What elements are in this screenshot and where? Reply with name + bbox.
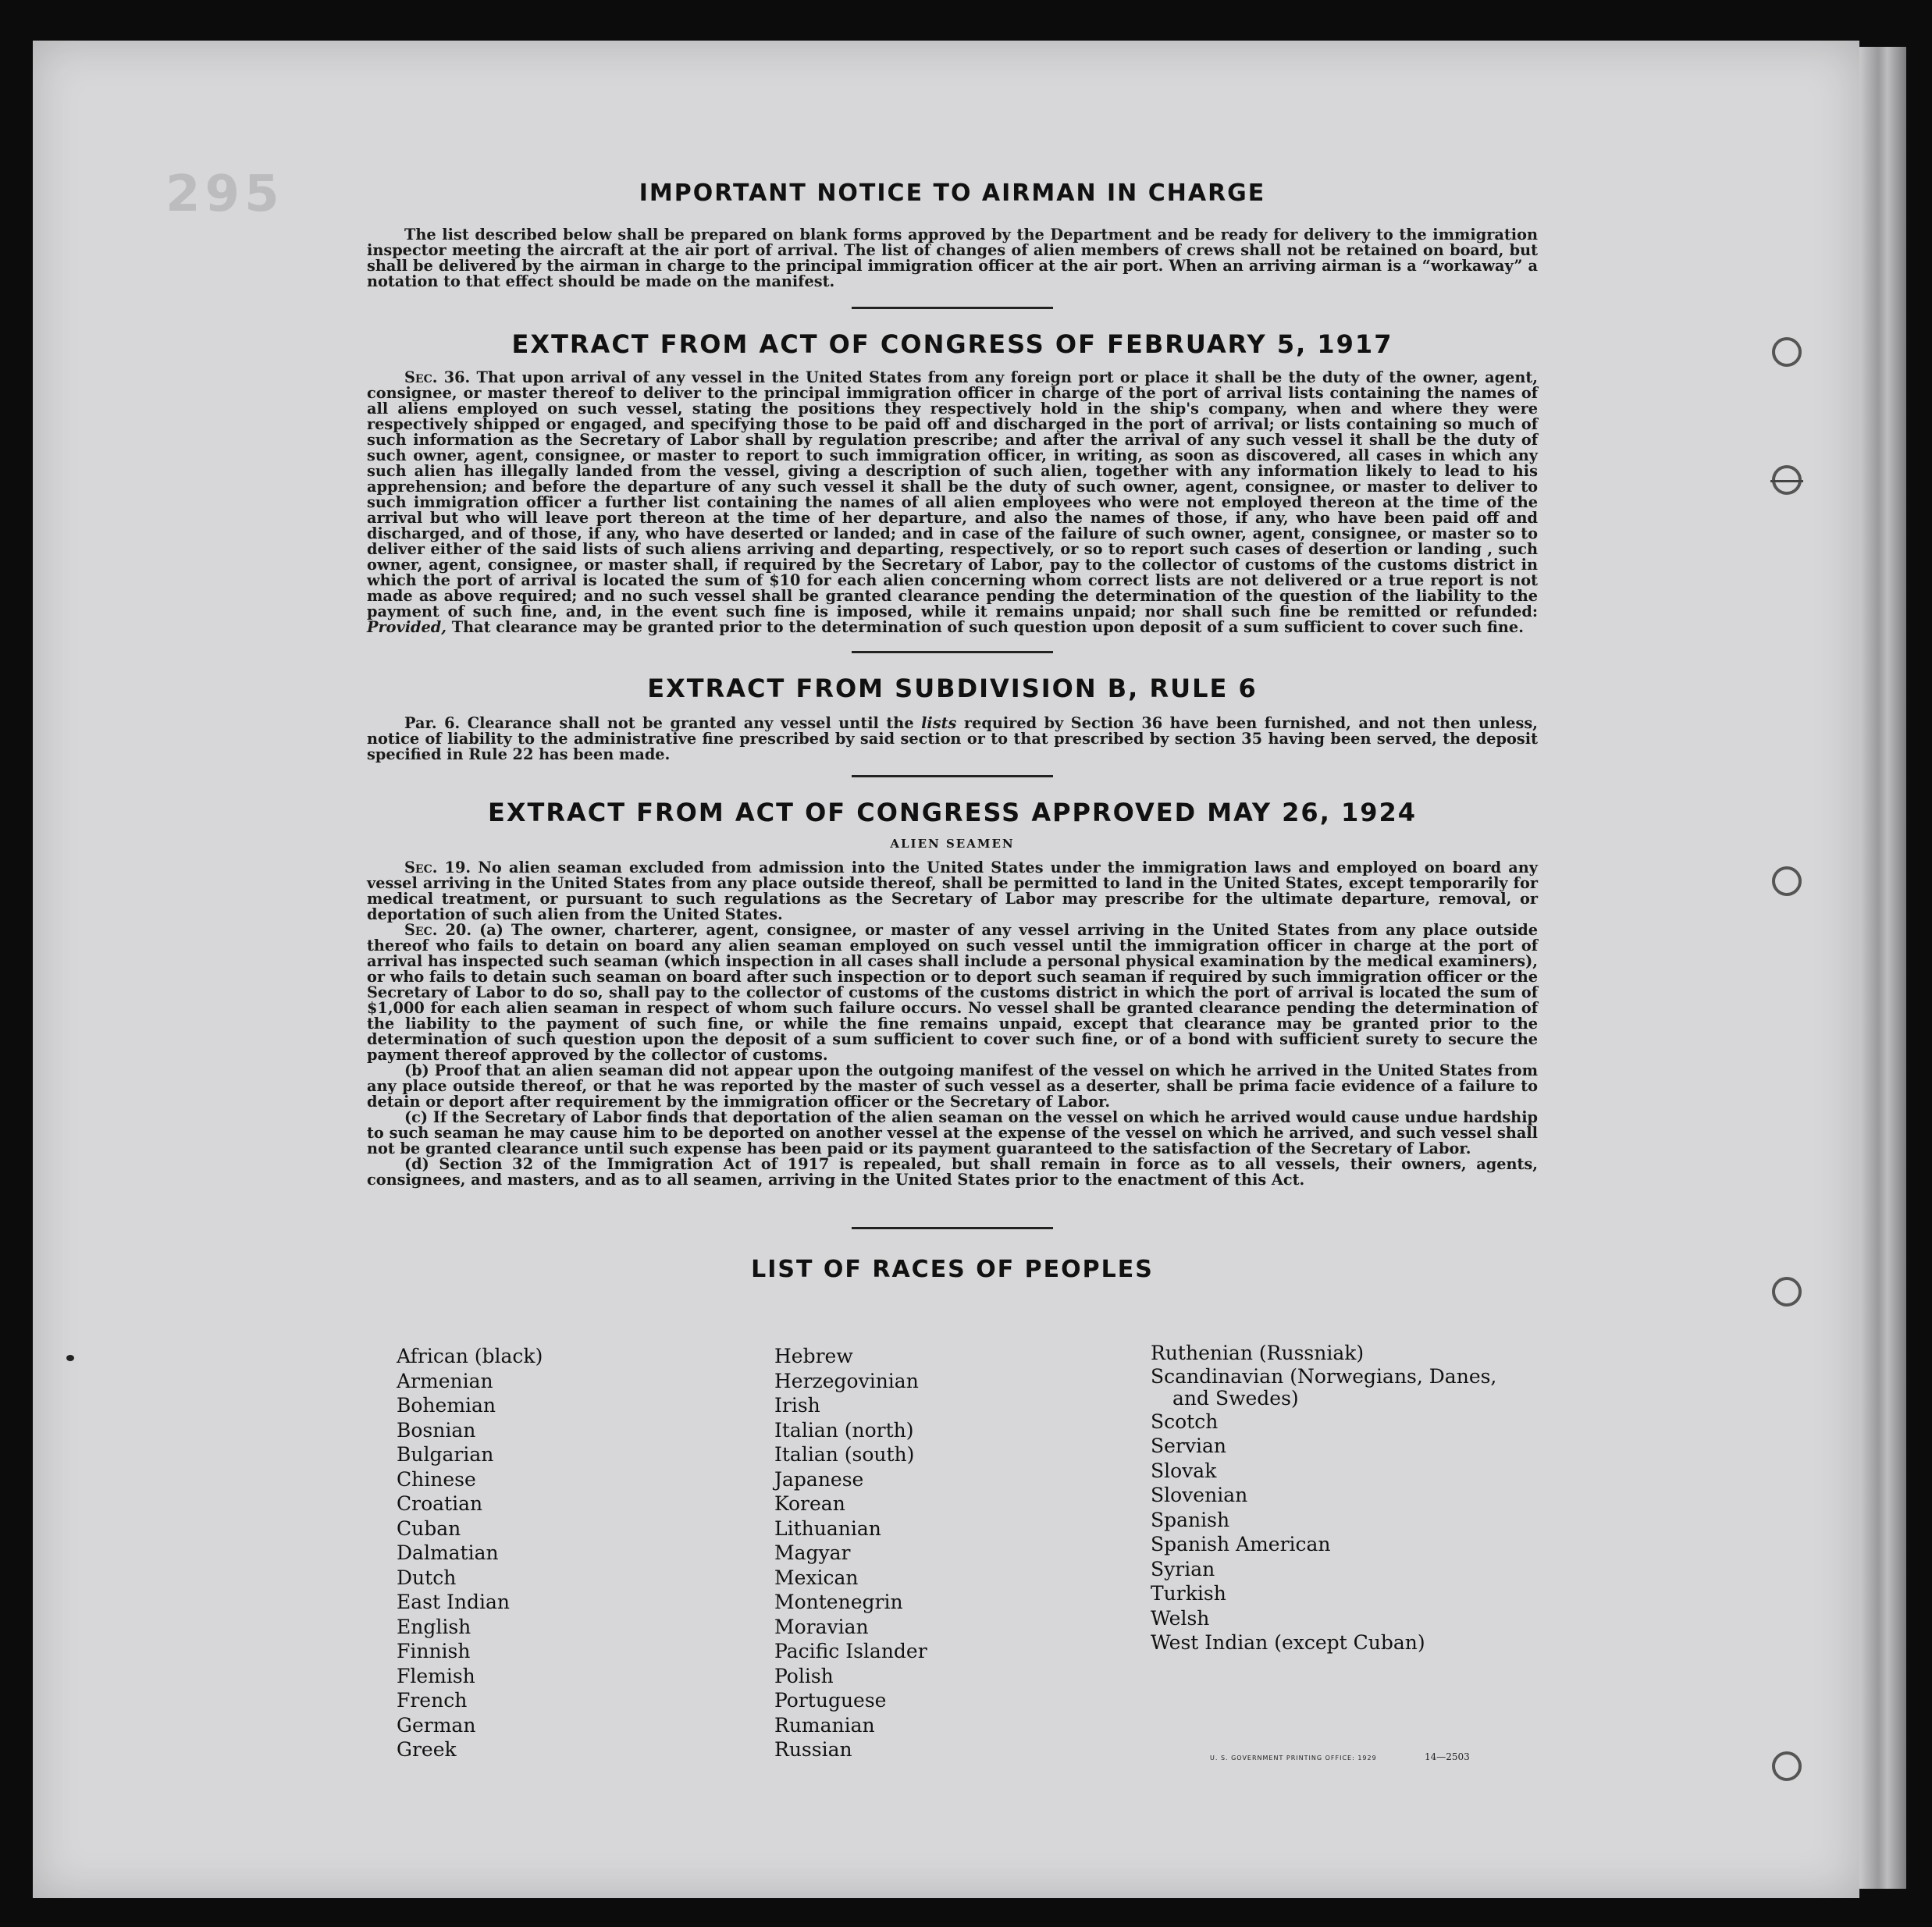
act-1917-section-36: [367, 370, 1538, 635]
race-item: Bulgarian: [397, 1443, 494, 1466]
race-item: Turkish: [1151, 1582, 1226, 1605]
section-label: Sec. 19.: [404, 859, 471, 876]
race-item: Bosnian: [397, 1418, 476, 1442]
subdivision-paragraph: [367, 716, 1538, 763]
race-item: English: [397, 1615, 471, 1638]
section-label: Sec. 36.: [404, 368, 471, 386]
race-item: Rumanian: [774, 1713, 875, 1737]
section-20-a-text: (a) The owner, charterer, agent, consignee, or master of any vessel arriving in the United States from any place outside thereof who fails to detain on board any alien seaman employed on such vessel until the immigration officer in charge at the port of arrival has inspected such seaman (which inspection in all cases shall include a personal physical examination by the medical examiners), or who fails to detain such seaman on board after such inspection or to deport such seaman if required by such immigration officer or the Secretary of Labor to do so, shall pay to the collector of customs of the customs district in which the port of arrival is located the sum of $1,000 for each alien seaman in respect of whom such failure occurs. No vessel shall be granted clearance pending the determination of the liability to the payment of such fine, or while the fine remains unpaid, except that clearance may be granted prior to the determination of such question upon the deposit of a sum sufficient to cover such fine, or of a bond with sufficient surety to secure the payment thereof approved by the collector of customs.: [367, 921, 1539, 1064]
page-edge: [1859, 47, 1906, 1889]
races-column-2: [774, 1344, 927, 1762]
provided-word: Provided,: [367, 618, 447, 636]
race-item: Moravian: [774, 1615, 869, 1638]
races-list: [397, 1344, 1552, 1781]
race-item: Croatian: [397, 1492, 483, 1515]
lists-word: lists: [921, 714, 957, 732]
section-36-text: That upon arrival of any vessel in the United States from any foreign port or place it shall be the duty of the owner, agent, consignee, or master thereof to deliver to the principal immigration officer in charge of the port of arrival lists containing the names of all aliens employed on such vessel, stating the positions they respectively hold in the ship's company, when and where they were respectively shipped or engaged, and specifying those to be paid off and discharged in the port of arrival; or lists containing so much of such information as the Secretary of Labor shall by regulation prescribe; and after the arrival of any such vessel it shall be the duty of such owner, agent, consignee, or master to report to such immigration officer, in writing, as soon as discovered, all cases in which any such alien has illegally landed from the vessel, giving a description of such alien, together with any information likely to lead to his apprehension; and before the departure of any such vessel it shall be the duty of such owner, agent, consignee, or master to deliver to such immigration officer a further list containing the names of all alien employees who were not employed thereon at the time of the arrival but who will leave port thereon at the time of her departure, and also the names of those, if any, who have been paid off and discharged, and of those, if any, who have deserted or landed; and in case of the failure of such owner, agent, consignee, or master so to deliver either of the said lists of such aliens arriving and departing, respectively, or so to report such cases of desertion or landing , such owner, agent, consignee, or master shall, if required by the Secretary of Labor, pay to the collector of customs of the customs district in which the port of arrival is located the sum of $10 for each alien concerning whom correct lists are not delivered or a true report is not made as above required; and no such vessel shall be granted clearance pending the determination of the question of the liability to the payment of such fine, and, in the event such fine is imposed, while it remains unpaid; nor shall such fine be remitted or refunded:: [367, 368, 1538, 620]
punch-hole-icon: [1772, 866, 1802, 896]
alien-seamen-subtitle: ALIEN SEAMEN: [890, 837, 1015, 851]
race-item: Italian (south): [774, 1443, 915, 1466]
race-item: Korean: [774, 1492, 845, 1515]
race-item: Cuban: [397, 1516, 461, 1540]
section-36-text-end: That clearance may be granted prior to the determination of such question upon deposit of a sum sufficient to cover such fine.: [451, 618, 1524, 636]
race-item: Armenian: [397, 1369, 493, 1392]
punch-hole-icon: [1772, 1751, 1802, 1781]
punch-hole-icon: [1772, 337, 1802, 367]
race-item: Slovenian: [1151, 1484, 1248, 1506]
act-1924-title: EXTRACT FROM ACT OF CONGRESS APPROVED MAY 26, 1924: [487, 798, 1418, 827]
race-item: Ruthenian (Russniak): [1151, 1342, 1364, 1364]
punch-hole-icon: [1772, 1277, 1802, 1307]
race-item: Irish: [774, 1394, 820, 1417]
race-item: Greek: [397, 1738, 457, 1761]
race-items-rest: [1151, 1410, 1516, 1655]
race-item: Mexican: [774, 1566, 859, 1589]
races-column-3: [1151, 1341, 1516, 1655]
subdivision-title: EXTRACT FROM SUBDIVISION B, RULE 6: [647, 674, 1258, 703]
section-20-b: (b) Proof that an alien seaman did not appear upon the outgoing manifest of the vessel on which he arrived in the United States from any place outside thereof, or that he was reported by the master of such vessel as a deserter, shall be prima facie evidence of a failure to detain or deport after requirement by the immigration officer or the Secretary of Labor.: [367, 1061, 1538, 1111]
act-1917-title: EXTRACT FROM ACT OF CONGRESS OF FEBRUARY 5, 1917: [511, 329, 1393, 359]
race-item: Japanese: [774, 1467, 864, 1491]
races-title: LIST OF RACES OF PEOPLES: [751, 1256, 1154, 1283]
race-item: Slovak: [1151, 1459, 1217, 1482]
race-item: Dutch: [397, 1566, 457, 1589]
race-item: Magyar: [774, 1541, 851, 1564]
form-number: 14—2503: [1425, 1751, 1470, 1762]
section-label: Sec. 20.: [404, 921, 472, 939]
race-item: Scotch: [1151, 1410, 1219, 1433]
notice-title: IMPORTANT NOTICE TO AIRMAN IN CHARGE: [639, 180, 1266, 207]
punch-hole-icon: [1772, 465, 1802, 495]
paragraph-text-start: Par. 6. Clearance shall not be granted any vessel until the: [404, 714, 914, 732]
race-item: West Indian (except Cuban): [1151, 1631, 1425, 1654]
race-item: Welsh: [1151, 1606, 1210, 1630]
document-content: [367, 180, 1538, 1283]
race-item: Lithuanian: [774, 1516, 881, 1540]
races-column-1: [397, 1344, 543, 1762]
race-item: Hebrew: [774, 1345, 853, 1367]
paragraph-text-end: required by Section 36 have been furnished, and not then unless, notice of liability to the administrative fine prescribed by said section or to that prescribed by section 35 having been served, the deposit specified in Rule 22 has been made.: [367, 714, 1538, 763]
race-item: Spanish American: [1151, 1533, 1331, 1555]
race-item: Russian: [774, 1738, 852, 1761]
race-item: Polish: [774, 1664, 834, 1687]
race-item: Spanish: [1151, 1508, 1230, 1531]
race-item: Bohemian: [397, 1394, 496, 1417]
race-item: Finnish: [397, 1640, 471, 1662]
notice-body: The list described below shall be prepared on blank forms approved by the Department and be ready for delivery to the immigration inspector meeting the aircraft at the air port of arrival. The list of changes of alien members of crews shall not be retained on board, but shall be delivered by the airman in charge to the principal immigration officer at the air port. When an arriving airman is a “workaway” a notation to that effect should be made on the manifest.: [367, 226, 1538, 290]
race-item: French: [397, 1689, 468, 1712]
race-item: Servian: [1151, 1435, 1226, 1457]
section-20-a: [367, 923, 1538, 1063]
race-item: Dalmatian: [397, 1541, 499, 1564]
race-item: Scandinavian (Norwegians, Danes, and Swedes): [1151, 1364, 1497, 1410]
race-item: Portuguese: [774, 1689, 887, 1712]
race-item: Chinese: [397, 1467, 476, 1491]
section-19-text: No alien seaman excluded from admission into the United States under the immigration laws and employed on board any vessel arriving in the United States from any place outside thereof, shall be permitted to land in the United States, except temporarily for medical treatment, or pursuant to such regulations as the Secretary of Labor may prescribe for the ultimate departure, removal, or deportation of such alien from the United States.: [367, 859, 1538, 923]
race-item: East Indian: [397, 1591, 510, 1613]
printing-office-footer: U. S. GOVERNMENT PRINTING OFFICE: 1929: [1210, 1755, 1377, 1762]
race-item: Pacific Islander: [774, 1640, 927, 1662]
race-item: Herzegovinian: [774, 1369, 919, 1392]
section-19: [367, 860, 1538, 923]
race-item: Flemish: [397, 1664, 475, 1687]
race-item: Syrian: [1151, 1557, 1215, 1580]
section-20-d: (d) Section 32 of the Immigration Act of 1917 is repealed, but shall remain in force as to all vessels, their owners, agents, consignees, and masters, and as to all seamen, arriving in the United States prior to the enactment of this Act.: [367, 1155, 1538, 1189]
race-item: Italian (north): [774, 1418, 914, 1442]
page-number-bleedthrough: 295: [165, 165, 284, 223]
race-item: Montenegrin: [774, 1591, 903, 1613]
race-item: African (black): [397, 1345, 543, 1367]
ink-dot: [66, 1355, 74, 1361]
section-20-c: (c) If the Secretary of Labor finds that deportation of the alien seaman on the vessel on which he arrived would cause undue hardship to such seaman he may cause him to be deported on another vessel at the expense of the vessel on which he arrived, and such vessel shall not be granted clearance until such expense has been paid or its payment guaranteed to the satisfaction of the Secretary of Labor.: [367, 1108, 1538, 1157]
race-item: German: [397, 1713, 476, 1737]
